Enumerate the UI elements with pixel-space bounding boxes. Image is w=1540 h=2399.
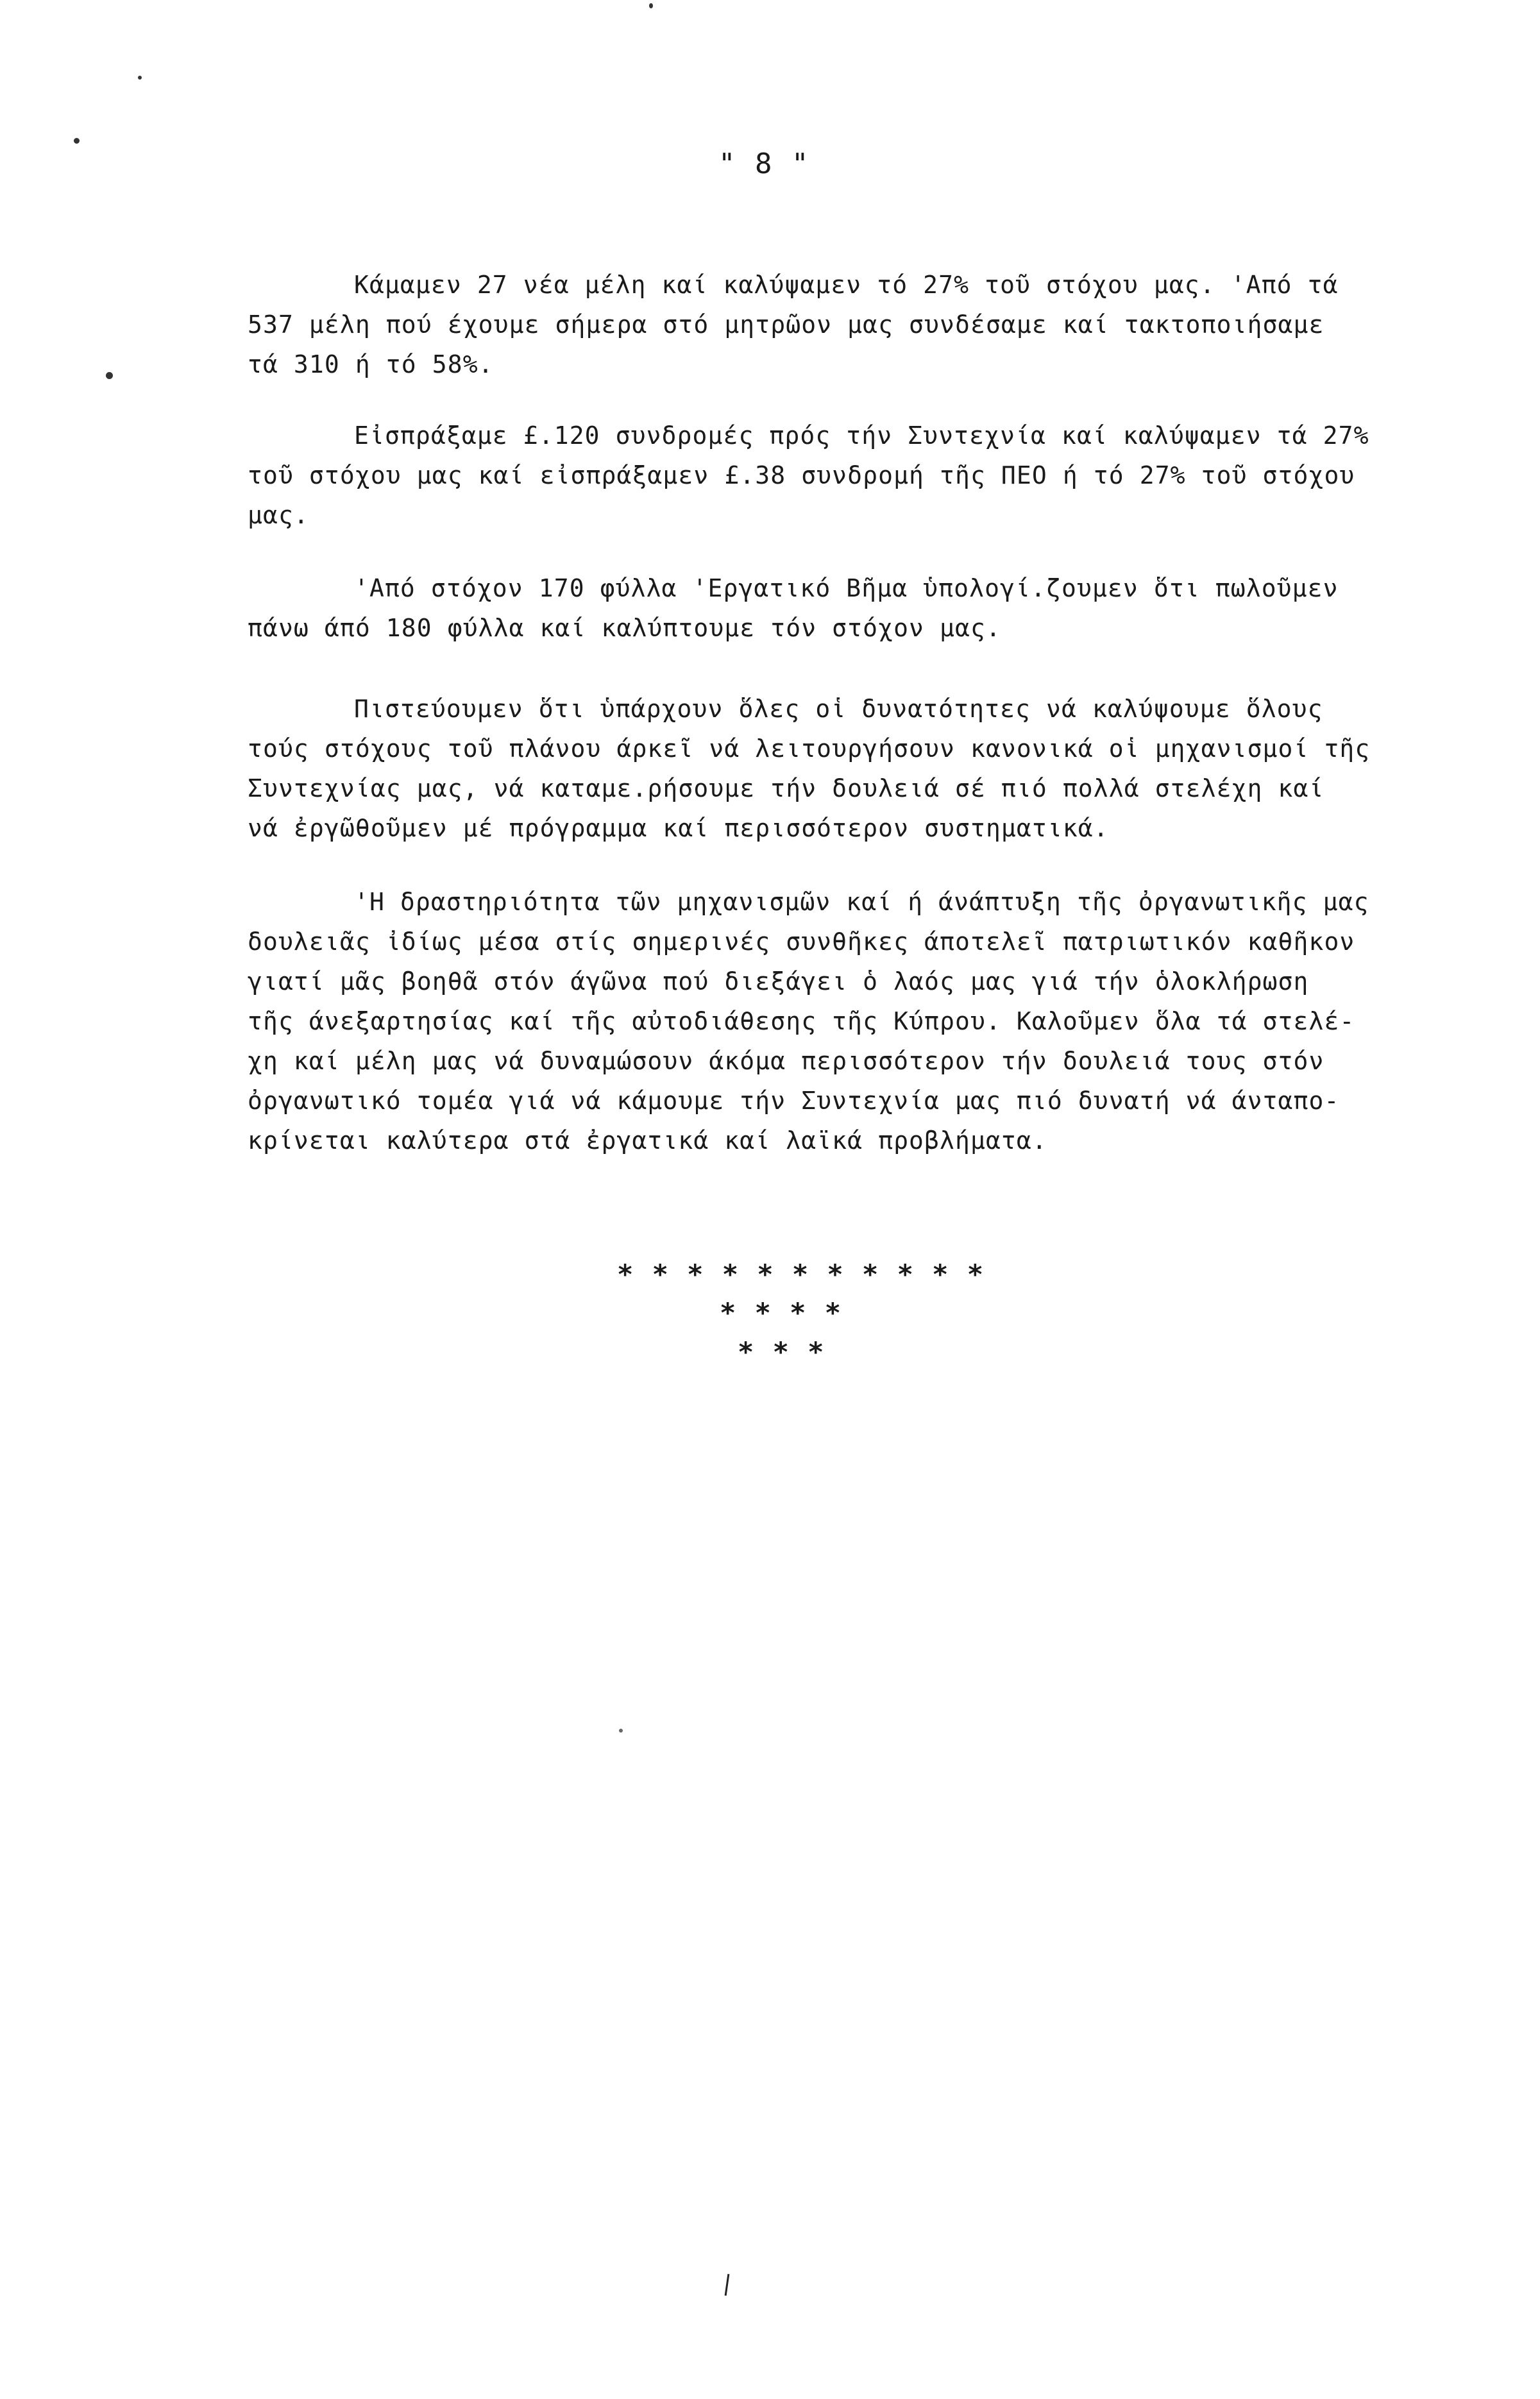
paragraph-4-line-4: νά ἐργῶθοῦμεν μέ πρόγραμμα καί περισσότερον συστηματικά. bbox=[248, 814, 1109, 842]
paragraph-5-line-3: γιατί μᾶς βοηθᾶ στόν άγῶνα πού διεξάγει ὁ λαός μας γιά τήν ὁλοκλήρωση bbox=[248, 967, 1309, 996]
paragraph-1-line-3: τά 310 ή τό 58%. bbox=[248, 350, 494, 378]
scan-speck bbox=[138, 76, 142, 80]
paragraph-5-line-4: τῆς άνεξαρτησίας καί τῆς αὐτοδιάθεσης τῆς Κύπρου. Καλοῦμεν ὅλα τά στελέ- bbox=[248, 1007, 1355, 1035]
star-separator-row-3: * * * bbox=[738, 1336, 825, 1368]
scan-speck bbox=[74, 138, 80, 144]
paragraph-4-line-2: τούς στόχους τοῦ πλάνου άρκεῖ νά λειτουργήσουν κανονικά οἱ μηχανισμοί τῆς bbox=[248, 734, 1371, 763]
scan-speck bbox=[619, 1729, 623, 1733]
paragraph-2-line-1: Εἰσπράξαμε £.120 συνδρομές πρός τήν Συντεχνία καί καλύψαμεν τά 27% bbox=[354, 421, 1369, 450]
page-number: " 8 " bbox=[718, 148, 810, 180]
star-separator-row-1: * * * * * * * * * * * bbox=[617, 1259, 985, 1290]
scan-stroke-mark bbox=[725, 2274, 730, 2296]
paragraph-1-line-2: 537 μέλη πού έχουμε σήμερα στό μητρῶον μας συνδέσαμε καί τακτοποιήσαμε bbox=[248, 310, 1324, 339]
paragraph-3-line-2: πάνω άπό 180 φύλλα καί καλύπτουμε τόν στόχον μας. bbox=[248, 614, 1001, 642]
paragraph-1-line-1: Κάμαμεν 27 νέα μέλη καί καλύψαμεν τό 27% τοῦ στόχου μας. 'Από τά bbox=[354, 271, 1339, 299]
paragraph-5-line-5: χη καί μέλη μας νά δυναμώσουν άκόμα περισσότερον τήν δουλειά τους στόν bbox=[248, 1047, 1324, 1075]
paragraph-3-line-1: 'Από στόχον 170 φύλλα 'Εργατικό Βῆμα ὑπολογί.ζουμεν ὅτι πωλοῦμεν bbox=[354, 574, 1339, 602]
paragraph-5-line-2: δουλειᾶς ἰδίως μέσα στίς σημερινές συνθῆκες άποτελεῖ πατριωτικόν καθῆκον bbox=[248, 928, 1355, 956]
paragraph-5-line-7: κρίνεται καλύτερα στά ἐργατικά καί λαϊκά προβλήματα. bbox=[248, 1126, 1047, 1155]
star-separator-row-2: * * * * bbox=[720, 1297, 843, 1328]
paragraph-2-line-3: μας. bbox=[248, 501, 309, 529]
scan-speck bbox=[649, 3, 653, 8]
paragraph-5-line-1: 'Η δραστηριότητα τῶν μηχανισμῶν καί ή άνάπτυξη τῆς ὀργανωτικῆς μας bbox=[354, 888, 1369, 916]
scan-speck bbox=[106, 372, 113, 379]
paragraph-4-line-1: Πιστεύουμεν ὅτι ὑπάρχουν ὅλες οἱ δυνατότητες νά καλύψουμε ὅλους bbox=[354, 695, 1323, 723]
paragraph-2-line-2: τοῦ στόχου μας καί εἰσπράξαμεν £.38 συνδρομή τῆς ΠΕΟ ή τό 27% τοῦ στόχου bbox=[248, 461, 1355, 489]
paragraph-4-line-3: Συντεχνίας μας, νά καταμε.ρήσουμε τήν δουλειά σέ πιό πολλά στελέχη καί bbox=[248, 774, 1324, 802]
paragraph-5-line-6: ὀργανωτικό τομέα γιά νά κάμουμε τήν Συντεχνία μας πιό δυνατή νά άνταπο- bbox=[248, 1087, 1340, 1115]
